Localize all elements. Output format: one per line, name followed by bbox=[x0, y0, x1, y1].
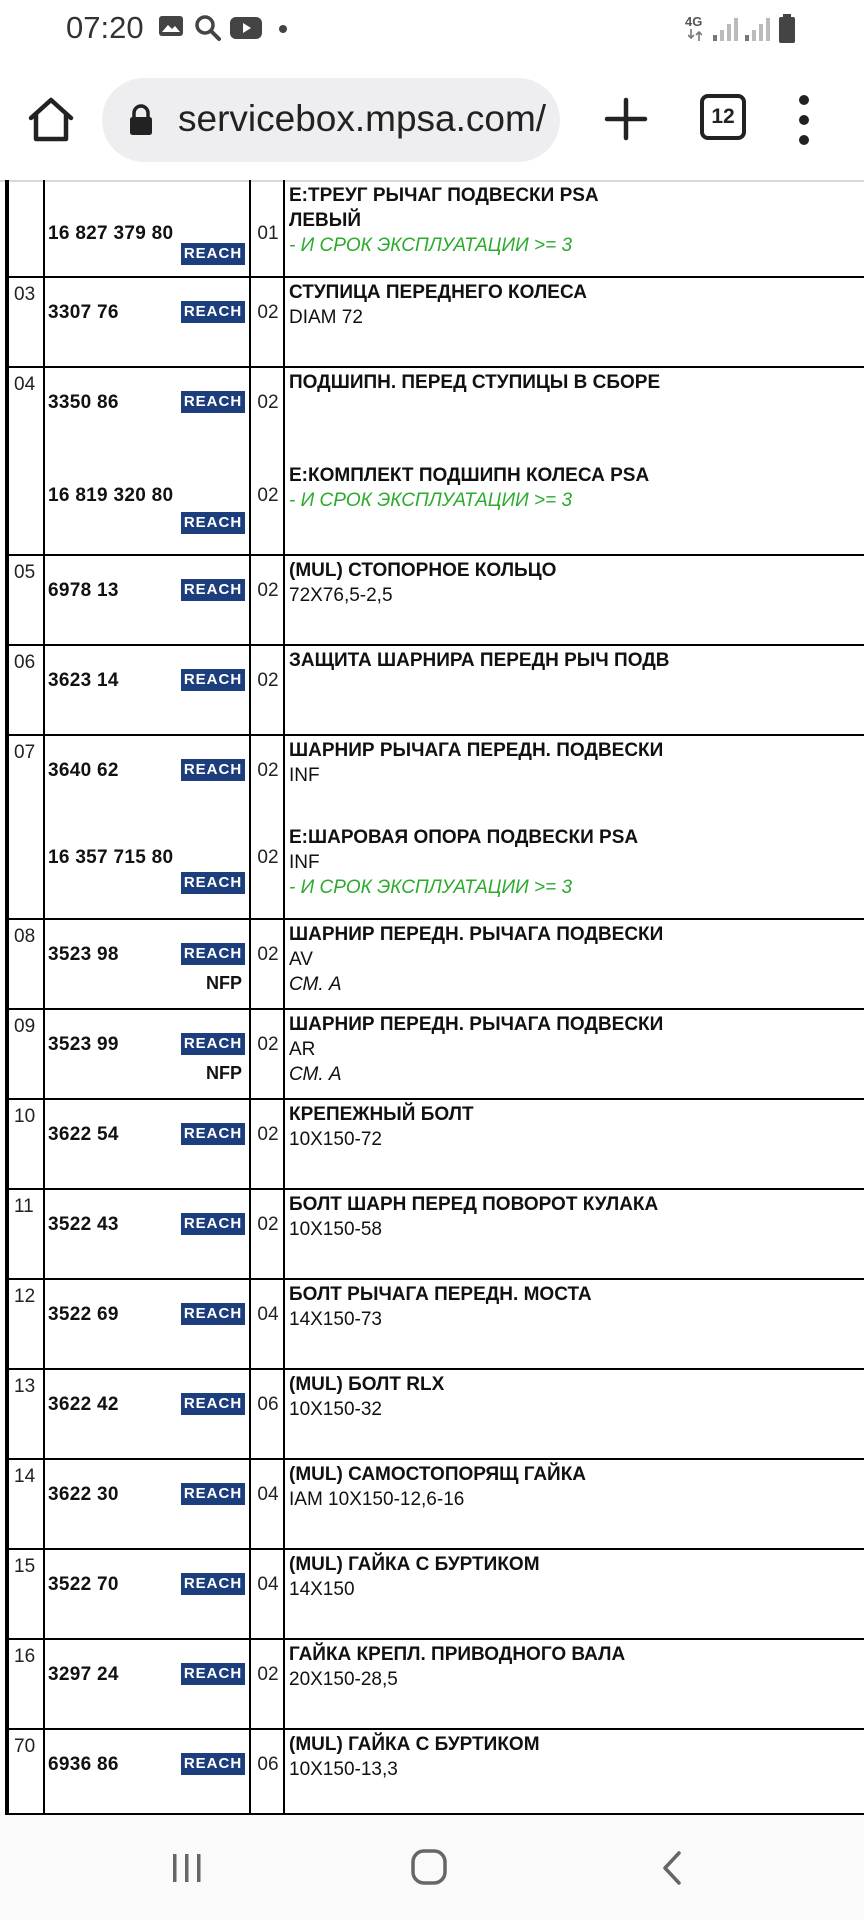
part-number[interactable]: 3522 69 bbox=[48, 1304, 119, 1325]
quantity: 01 bbox=[257, 223, 279, 244]
gallery-icon bbox=[158, 14, 184, 38]
part-description bbox=[289, 370, 860, 395]
reach-badge: REACH bbox=[181, 669, 245, 691]
reach-badge: REACH bbox=[181, 391, 245, 413]
part-title: E:ТРЕУГ РЫЧАГ ПОДВЕСКИ PSA bbox=[289, 185, 599, 206]
address-bar[interactable] bbox=[102, 78, 560, 162]
part-description bbox=[289, 1102, 860, 1152]
status-time: 07:20 bbox=[66, 10, 144, 45]
table-row[interactable] bbox=[0, 1370, 864, 1460]
position-number: 04 bbox=[14, 374, 36, 395]
part-detail: AR bbox=[289, 1039, 316, 1060]
part-title: ШАРНИР РЫЧАГА ПЕРЕДН. ПОДВЕСКИ bbox=[289, 740, 664, 761]
quantity: 02 bbox=[257, 1034, 279, 1055]
part-number[interactable]: 3297 24 bbox=[48, 1664, 119, 1685]
position-number: 10 bbox=[14, 1106, 36, 1127]
quantity: 02 bbox=[257, 944, 279, 965]
table-row[interactable] bbox=[0, 736, 864, 920]
usage-condition: - И СРОК ЭКСПЛУАТАЦИИ >= 3 bbox=[289, 877, 573, 898]
part-description bbox=[289, 558, 860, 608]
recent-apps-icon[interactable] bbox=[170, 1851, 204, 1885]
part-detail: СМ. A bbox=[289, 974, 342, 995]
position-number: 08 bbox=[14, 926, 36, 947]
part-number[interactable]: 6978 13 bbox=[48, 580, 119, 601]
part-number[interactable]: 3523 98 bbox=[48, 944, 119, 965]
reach-badge: REACH bbox=[181, 1663, 245, 1685]
part-detail: СМ. A bbox=[289, 1064, 342, 1085]
quantity: 02 bbox=[257, 1124, 279, 1145]
part-detail: AV bbox=[289, 949, 313, 970]
part-description bbox=[289, 825, 860, 900]
part-title: ГАЙКА КРЕПЛ. ПРИВОДНОГО ВАЛА bbox=[289, 1644, 626, 1665]
part-detail: INF bbox=[289, 765, 320, 786]
part-title: КРЕПЕЖНЫЙ БОЛТ bbox=[289, 1104, 474, 1125]
reach-badge: REACH bbox=[181, 759, 245, 781]
quantity: 04 bbox=[257, 1484, 279, 1505]
table-row[interactable] bbox=[0, 1010, 864, 1100]
reach-badge: REACH bbox=[181, 1123, 245, 1145]
position-number: 12 bbox=[14, 1286, 36, 1307]
position-number: 05 bbox=[14, 562, 36, 583]
part-title: E:ШАРОВАЯ ОПОРА ПОДВЕСКИ PSA bbox=[289, 827, 639, 848]
back-nav-icon[interactable] bbox=[660, 1850, 684, 1886]
reach-badge: REACH bbox=[181, 872, 245, 894]
usage-condition: - И СРОК ЭКСПЛУАТАЦИИ >= 3 bbox=[289, 490, 573, 511]
part-title: СТУПИЦА ПЕРЕДНЕГО КОЛЕСА bbox=[289, 282, 587, 303]
part-description bbox=[289, 1012, 860, 1087]
part-title: ЗАЩИТА ШАРНИРА ПЕРЕДН РЫЧ ПОДВ bbox=[289, 650, 670, 671]
lock-icon bbox=[128, 104, 154, 136]
part-number[interactable]: 3522 70 bbox=[48, 1574, 119, 1595]
part-number[interactable]: 6936 86 bbox=[48, 1754, 119, 1775]
part-number[interactable]: 3622 42 bbox=[48, 1394, 119, 1415]
part-title: ШАРНИР ПЕРЕДН. РЫЧАГА ПОДВЕСКИ bbox=[289, 924, 664, 945]
table-row[interactable] bbox=[0, 1280, 864, 1370]
browser-toolbar bbox=[0, 58, 864, 182]
part-title: (MUL) БОЛТ RLX bbox=[289, 1374, 445, 1395]
quantity: 02 bbox=[257, 1214, 279, 1235]
part-description bbox=[289, 1462, 860, 1512]
position-number: 09 bbox=[14, 1016, 36, 1037]
position-number: 03 bbox=[14, 284, 36, 305]
table-row[interactable] bbox=[0, 1730, 864, 1815]
reach-badge: REACH bbox=[181, 512, 245, 534]
part-number[interactable]: 3522 43 bbox=[48, 1214, 119, 1235]
table-row[interactable] bbox=[0, 278, 864, 368]
part-description bbox=[289, 1282, 860, 1332]
status-bar bbox=[0, 0, 864, 58]
part-title: ЛЕВЫЙ bbox=[289, 210, 361, 231]
position-number: 70 bbox=[14, 1736, 36, 1757]
quantity: 02 bbox=[257, 670, 279, 691]
part-detail: 10X150-13,3 bbox=[289, 1759, 398, 1780]
part-number[interactable]: 3622 54 bbox=[48, 1124, 119, 1145]
usage-condition: - И СРОК ЭКСПЛУАТАЦИИ >= 3 bbox=[289, 235, 573, 256]
quantity: 06 bbox=[257, 1394, 279, 1415]
part-description bbox=[289, 183, 860, 258]
reach-badge: REACH bbox=[181, 301, 245, 323]
table-row[interactable] bbox=[0, 180, 864, 278]
part-number[interactable]: 16 827 379 80 bbox=[48, 223, 174, 244]
part-title: ШАРНИР ПЕРЕДН. РЫЧАГА ПОДВЕСКИ bbox=[289, 1014, 664, 1035]
position-number: 07 bbox=[14, 742, 36, 763]
quantity: 02 bbox=[257, 485, 279, 506]
more-menu-icon[interactable] bbox=[794, 92, 814, 148]
data-arrows-icon bbox=[688, 29, 702, 41]
parts-table bbox=[0, 180, 864, 1815]
reach-badge: REACH bbox=[181, 1303, 245, 1325]
part-number[interactable]: 16 357 715 80 bbox=[48, 847, 174, 868]
part-detail: INF bbox=[289, 852, 320, 873]
battery-icon bbox=[778, 14, 796, 44]
part-title: E:КОМПЛЕКТ ПОДШИПН КОЛЕСА PSA bbox=[289, 465, 650, 486]
table-row[interactable] bbox=[0, 1550, 864, 1640]
position-number: 11 bbox=[14, 1196, 34, 1217]
table-row[interactable] bbox=[0, 1190, 864, 1280]
reach-badge: REACH bbox=[181, 1573, 245, 1595]
part-description bbox=[289, 1192, 860, 1242]
url-text[interactable]: servicebox.mpsa.com/ bbox=[178, 98, 547, 139]
position-number: 14 bbox=[14, 1466, 36, 1487]
part-number[interactable]: 3307 76 bbox=[48, 302, 119, 323]
quantity: 04 bbox=[257, 1304, 279, 1325]
part-detail: 10X150-58 bbox=[289, 1219, 382, 1240]
part-description bbox=[289, 280, 860, 330]
part-title: (MUL) ГАЙКА С БУРТИКОМ bbox=[289, 1734, 540, 1755]
part-number[interactable]: 16 819 320 80 bbox=[48, 485, 174, 506]
reach-badge: REACH bbox=[181, 579, 245, 601]
notification-dot-icon bbox=[278, 24, 288, 34]
part-number[interactable]: 3622 30 bbox=[48, 1484, 119, 1505]
part-detail: 20X150-28,5 bbox=[289, 1669, 398, 1690]
youtube-icon bbox=[230, 17, 262, 39]
part-detail: 10X150-72 bbox=[289, 1129, 382, 1150]
position-number: 16 bbox=[14, 1646, 36, 1667]
quantity: 02 bbox=[257, 392, 279, 413]
part-title: (MUL) ГАЙКА С БУРТИКОМ bbox=[289, 1554, 540, 1575]
part-title: (MUL) СТОПОРНОЕ КОЛЬЦО bbox=[289, 560, 557, 581]
part-number[interactable]: 3623 14 bbox=[48, 670, 119, 691]
position-number: 15 bbox=[14, 1556, 36, 1577]
quantity: 02 bbox=[257, 1664, 279, 1685]
table-row[interactable] bbox=[0, 1460, 864, 1550]
part-description bbox=[289, 463, 860, 513]
quantity: 02 bbox=[257, 580, 279, 601]
quantity: 02 bbox=[257, 847, 279, 868]
tab-switcher-button[interactable]: 12 bbox=[700, 94, 746, 140]
table-row[interactable] bbox=[0, 1100, 864, 1190]
table-row[interactable] bbox=[0, 556, 864, 646]
quantity: 04 bbox=[257, 1574, 279, 1595]
system-navigation-bar bbox=[0, 1815, 864, 1920]
reach-badge: REACH bbox=[181, 1753, 245, 1775]
reach-badge: REACH bbox=[181, 1483, 245, 1505]
part-title: ПОДШИПН. ПЕРЕД СТУПИЦЫ В СБОРЕ bbox=[289, 372, 661, 393]
reach-badge: REACH bbox=[181, 943, 245, 965]
signal-icon-2 bbox=[744, 16, 770, 42]
signal-icon-1 bbox=[712, 16, 738, 42]
nfp-badge: NFP bbox=[206, 973, 242, 993]
network-type: 4G bbox=[685, 14, 703, 29]
quantity: 02 bbox=[257, 302, 279, 323]
position-number: 13 bbox=[14, 1376, 36, 1397]
part-detail: DIAM 72 bbox=[289, 307, 363, 328]
table-row[interactable] bbox=[0, 1640, 864, 1730]
part-description bbox=[289, 1552, 860, 1602]
table-row[interactable] bbox=[0, 368, 864, 556]
nfp-badge: NFP bbox=[206, 1063, 242, 1083]
part-description bbox=[289, 1372, 860, 1422]
reach-badge: REACH bbox=[181, 1213, 245, 1235]
table-row[interactable] bbox=[0, 646, 864, 736]
part-title: БОЛТ РЫЧАГА ПЕРЕДН. МОСТА bbox=[289, 1284, 592, 1305]
part-number[interactable]: 3350 86 bbox=[48, 392, 119, 413]
new-tab-icon[interactable] bbox=[603, 96, 649, 142]
home-nav-icon[interactable] bbox=[410, 1848, 448, 1886]
part-number[interactable]: 3640 62 bbox=[48, 760, 119, 781]
part-detail: 14X150-73 bbox=[289, 1309, 382, 1330]
part-detail: 10X150-32 bbox=[289, 1399, 382, 1420]
part-description bbox=[289, 1732, 860, 1782]
quantity: 02 bbox=[257, 760, 279, 781]
table-row[interactable] bbox=[0, 920, 864, 1010]
part-number[interactable]: 3523 99 bbox=[48, 1034, 119, 1055]
search-icon bbox=[194, 14, 222, 42]
part-description bbox=[289, 922, 860, 997]
part-detail: IAM 10X150-12,6-16 bbox=[289, 1489, 465, 1510]
part-description bbox=[289, 738, 860, 788]
part-title: БОЛТ ШАРН ПЕРЕД ПОВОРОТ КУЛАКА bbox=[289, 1194, 659, 1215]
reach-badge: REACH bbox=[181, 1393, 245, 1415]
reach-badge: REACH bbox=[181, 1033, 245, 1055]
part-description bbox=[289, 1642, 860, 1692]
position-number: 06 bbox=[14, 652, 36, 673]
quantity: 06 bbox=[257, 1754, 279, 1775]
part-description bbox=[289, 648, 860, 673]
home-icon[interactable] bbox=[26, 96, 76, 142]
part-title: (MUL) САМОСТОПОРЯЩ ГАЙКА bbox=[289, 1464, 587, 1485]
part-detail: 72X76,5-2,5 bbox=[289, 585, 393, 606]
part-detail: 14X150 bbox=[289, 1579, 355, 1600]
reach-badge: REACH bbox=[181, 243, 245, 265]
